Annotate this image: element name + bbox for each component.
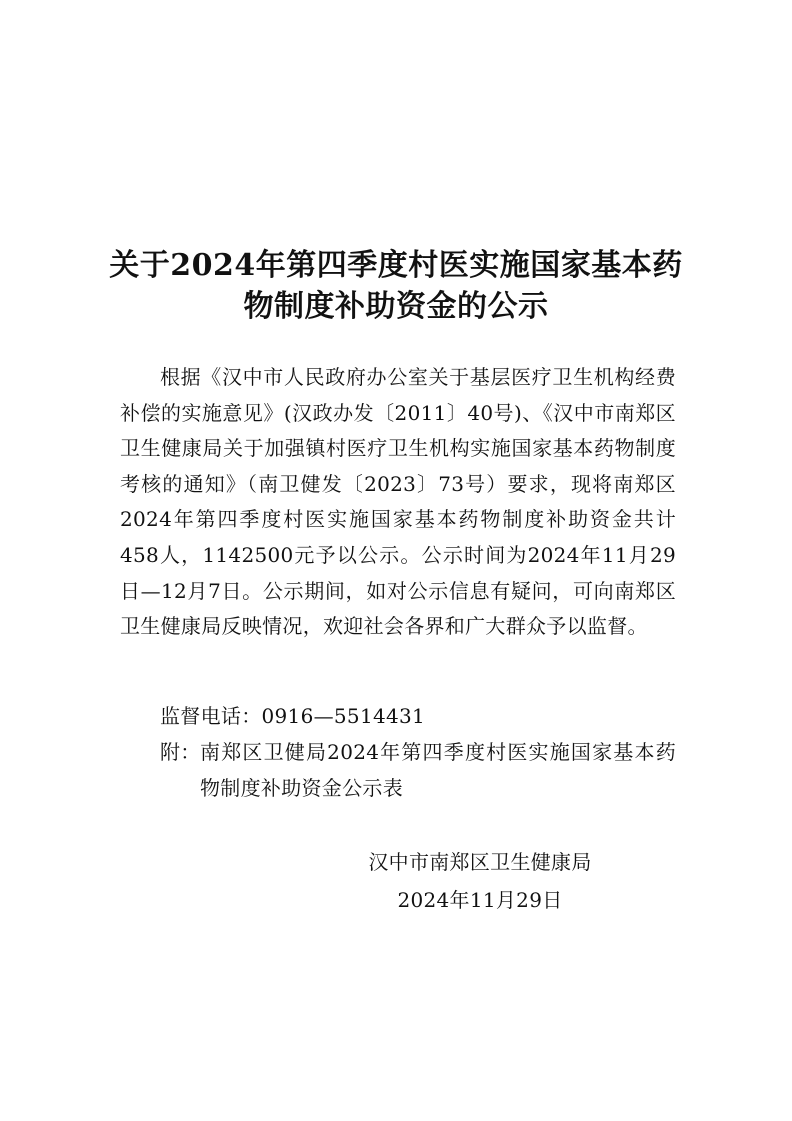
attachment-label: 附：	[160, 740, 201, 764]
attachment-text: 南郑区卫健局2024年第四季度村医实施国家基本药物制度补助资金公示表	[200, 740, 676, 800]
supervision-phone: 监督电话：0916—5514431	[160, 704, 426, 728]
signature-date: 2024年11月29日	[397, 888, 563, 912]
body-paragraph: 根据《汉中市人民政府办公室关于基层医疗卫生机构经费补偿的实施意见》(汉政办发〔2011〕40号)、《汉中市南郑区卫生健康局关于加强镇村医疗卫生机构实施国家基本药物制度考核的通知》（南卫健发〔2023〕73号）要求，现将南郑区2024年第四季度村医实施国家基本药物制度补助资金共计458人，1142500元予以公示。公示时间为2024年11月29日—12月7日。公示期间，如对公示信息有疑问，可向南郑区卫生健康局反映情况，欢迎社会各界和广大群众予以监督。	[120, 365, 676, 639]
signature-organization: 汉中市南郑区卫生健康局	[368, 850, 592, 874]
document-title-line-2: 物制度补助资金的公示	[243, 289, 549, 324]
document-title-line-1: 关于2024年第四季度村医实施国家基本药	[109, 248, 683, 283]
